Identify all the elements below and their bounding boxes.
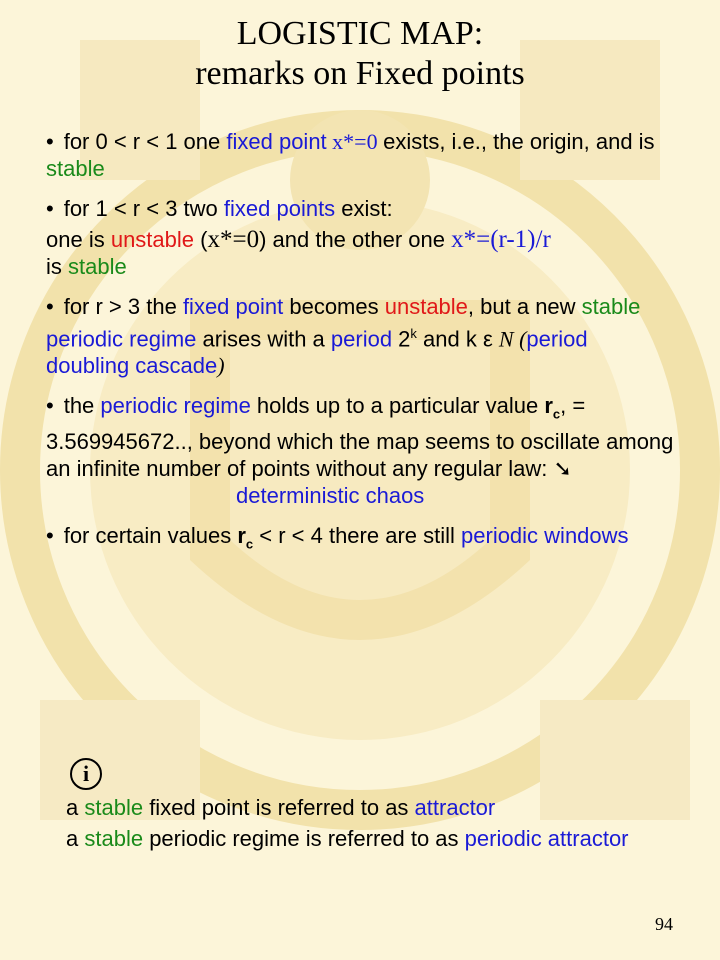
bullet-5: • for certain values $r_c < r < 4$ there are still periodic windows bbox=[46, 522, 629, 552]
bullet-dot: • bbox=[46, 522, 54, 548]
title-line-1: LOGISTIC MAP: bbox=[236, 15, 484, 52]
formula-x0: x*=0 bbox=[207, 226, 260, 253]
title-line-2: remarks on Fixed points bbox=[195, 55, 525, 92]
deterministic-chaos-label: deterministic chaos bbox=[236, 482, 425, 508]
bullet-dot: • bbox=[46, 294, 54, 319]
arrow-down-right-icon: ➘ bbox=[553, 455, 572, 481]
formula-x0: x*=0 bbox=[326, 129, 384, 154]
info-line-2: a stable periodic regime is referred to as periodic attractor bbox=[66, 826, 629, 851]
bullet-3: • for r > 3 the fixed point becomes unstable, but a new stable periodic regime arises with a period 2$^k$ and k ε N (period doubling cascade) bbox=[46, 294, 641, 379]
info-box bbox=[66, 758, 676, 854]
bullet-2: • for 1 < r < 3 two fixed points exist: one is unstable (x*=0) and the other one x*=(r-1)/r is stable bbox=[46, 196, 551, 279]
page-number: 94 bbox=[655, 914, 673, 934]
bullet-dot: • bbox=[46, 393, 54, 419]
formula-x1: x*=(r-1)/r bbox=[451, 226, 551, 253]
bullet-dot: • bbox=[46, 129, 54, 154]
bullet-dot: • bbox=[46, 196, 54, 221]
natural-numbers-symbol: N bbox=[498, 326, 514, 352]
bullet-4: • the periodic regime holds up to a particular value $r_c$, = 3.569945672.., beyond which the map seems to oscillate among an infinite number of points without any regular law: ➘ deterministic chaos bbox=[46, 392, 676, 508]
slide-title bbox=[0, 14, 720, 94]
info-circle-icon: i bbox=[70, 758, 102, 790]
info-line-1: a stable fixed point is referred to as attractor bbox=[66, 795, 496, 820]
bullet-list bbox=[46, 128, 676, 570]
bullet-1: • for 0 < r < 1 one fixed point x*=0 exists, i.e., the origin, and is stable bbox=[46, 129, 655, 181]
